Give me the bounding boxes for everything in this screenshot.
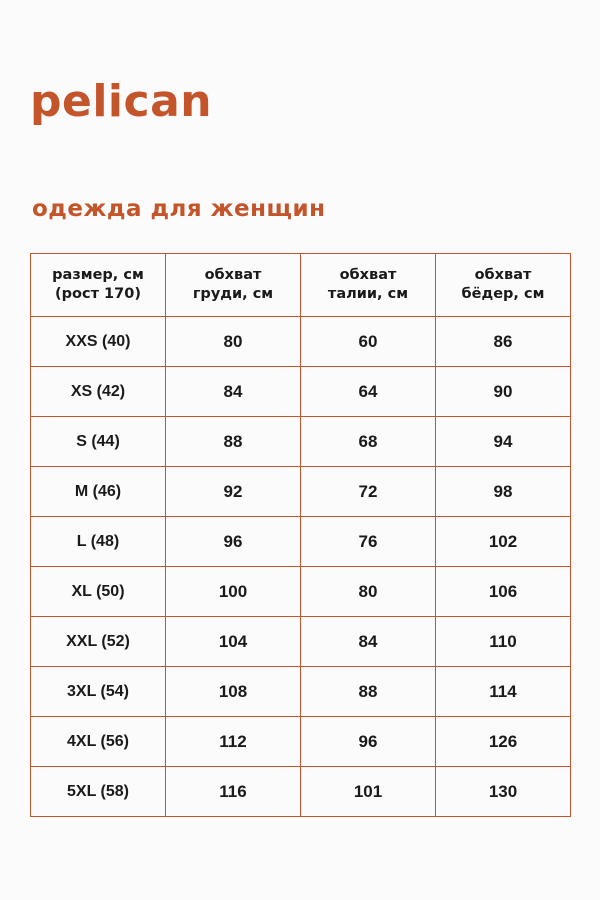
header-size: размер, см (рост 170) [31,254,166,317]
waist-cell: 76 [301,517,436,567]
waist-cell: 80 [301,567,436,617]
hips-cell: 126 [436,717,571,767]
table-row [31,717,571,767]
size-cell: XXL (52) [31,617,166,667]
table-row [31,417,571,467]
waist-cell: 64 [301,367,436,417]
size-cell: XXS (40) [31,317,166,367]
size-cell: 4XL (56) [31,717,166,767]
hips-cell: 90 [436,367,571,417]
chest-cell: 108 [166,667,301,717]
table-row [31,467,571,517]
waist-cell: 88 [301,667,436,717]
hips-cell: 98 [436,467,571,517]
table-row [31,367,571,417]
header-chest: обхват груди, см [166,254,301,317]
waist-cell: 96 [301,717,436,767]
table-row [31,767,571,817]
header-waist: обхват талии, см [301,254,436,317]
table-row [31,567,571,617]
size-cell: L (48) [31,517,166,567]
chest-cell: 100 [166,567,301,617]
waist-cell: 72 [301,467,436,517]
chest-cell: 88 [166,417,301,467]
size-cell: 3XL (54) [31,667,166,717]
brand-logo: pelican [30,76,213,127]
table-row [31,517,571,567]
header-hips: обхват бёдер, см [436,254,571,317]
waist-cell: 84 [301,617,436,667]
hips-cell: 130 [436,767,571,817]
waist-cell: 68 [301,417,436,467]
waist-cell: 60 [301,317,436,367]
table-row [31,667,571,717]
chest-cell: 92 [166,467,301,517]
chest-cell: 104 [166,617,301,667]
size-chart-table [30,253,571,817]
size-cell: M (46) [31,467,166,517]
hips-cell: 106 [436,567,571,617]
waist-cell: 101 [301,767,436,817]
size-cell: S (44) [31,417,166,467]
chest-cell: 80 [166,317,301,367]
hips-cell: 86 [436,317,571,367]
chest-cell: 112 [166,717,301,767]
table-header-row [31,254,571,317]
table-row [31,617,571,667]
size-cell: XL (50) [31,567,166,617]
size-cell: 5XL (58) [31,767,166,817]
size-cell: XS (42) [31,367,166,417]
hips-cell: 94 [436,417,571,467]
chest-cell: 116 [166,767,301,817]
chest-cell: 96 [166,517,301,567]
chest-cell: 84 [166,367,301,417]
hips-cell: 110 [436,617,571,667]
table-row [31,317,571,367]
section-title: одежда для женщин [32,196,326,222]
hips-cell: 114 [436,667,571,717]
hips-cell: 102 [436,517,571,567]
